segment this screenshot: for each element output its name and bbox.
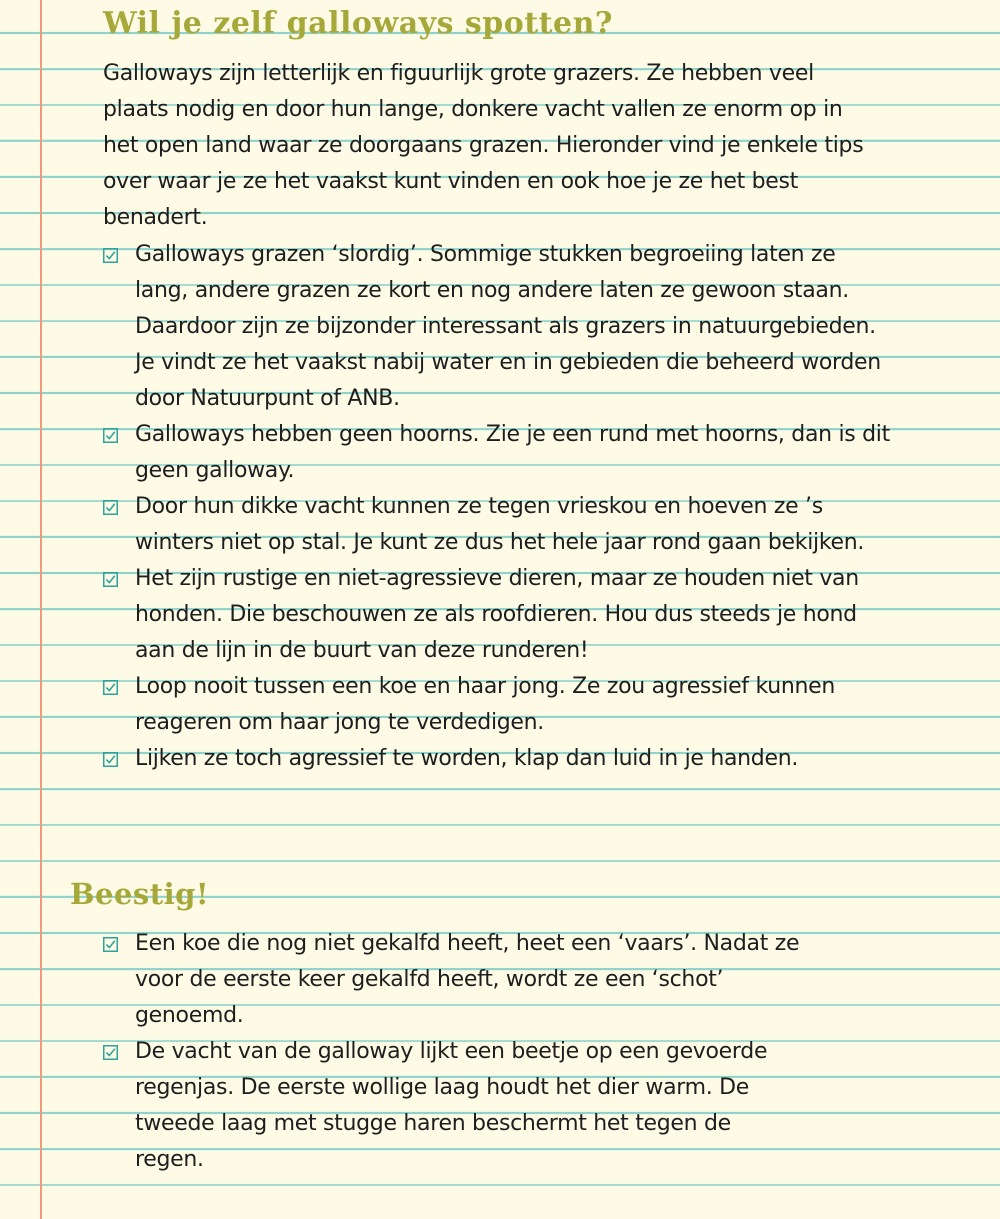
tip-text: De vacht van de galloway lijkt een beetje op een gevoerde regenjas. De eerste wollige laag houdt het dier warm. De tweede laag met stugge haren beschermt het tegen de regen. bbox=[135, 1039, 768, 1172]
intro-paragraph: Galloways zijn letterlijk en figuurlijk grote grazers. Ze hebben veel plaats nodig en door hun lange, donkere vacht vallen ze enorm op in het open land waar ze doorgaans grazen. Hieronder vind je enkele tips over waar je ze het vaakst kunt vinden en ook hoe je ze het best benadert. bbox=[103, 61, 864, 230]
tips-list-beestig bbox=[103, 926, 803, 1178]
tip-text: Door hun dikke vacht kunnen ze tegen vrieskou en hoeven ze ’s winters niet op stal. Je kunt ze dus het hele jaar rond gaan bekijken. bbox=[135, 494, 865, 555]
margin-line bbox=[40, 0, 42, 1219]
checkbox-checked-icon bbox=[103, 937, 118, 952]
list-item bbox=[103, 926, 803, 1034]
list-item bbox=[103, 669, 893, 741]
checkbox-checked-icon bbox=[103, 500, 118, 515]
tip-text: Een koe die nog niet gekalfd heeft, heet een ‘vaars’. Nadat ze voor de eerste keer gekalfd heeft, wordt ze een ‘schot’ genoemd. bbox=[135, 931, 800, 1028]
checkbox-checked-icon bbox=[103, 428, 118, 443]
checkbox-checked-icon bbox=[103, 248, 118, 263]
tips-list-spotten bbox=[103, 237, 893, 777]
tip-text: Galloways grazen ‘slordig’. Sommige stukken begroeiing laten ze lang, andere grazen ze kort en nog andere laten ze gewoon staan. Daardoor zijn ze bijzonder interessant als grazers in natuurgebieden. Je vindt ze het vaakst nabij water en in gebieden die beheerd worden door Natuurpunt of ANB. bbox=[135, 242, 881, 411]
checkbox-checked-icon bbox=[103, 752, 118, 767]
list-item bbox=[103, 1034, 803, 1178]
list-item bbox=[103, 489, 893, 561]
checkbox-checked-icon bbox=[103, 1045, 118, 1060]
tip-text: Het zijn rustige en niet-agressieve dieren, maar ze houden niet van honden. Die beschouwen ze als roofdieren. Hou dus steeds je hond aan de lijn in de buurt van deze runderen! bbox=[135, 566, 859, 663]
tip-text: Loop nooit tussen een koe en haar jong. Ze zou agressief kunnen reageren om haar jong te verdedigen. bbox=[135, 674, 836, 735]
list-item bbox=[103, 237, 893, 417]
checkbox-checked-icon bbox=[103, 680, 118, 695]
checkbox-checked-icon bbox=[103, 572, 118, 587]
tip-text: Lijken ze toch agressief te worden, klap dan luid in je handen. bbox=[135, 746, 799, 771]
section-title-spotten: Wil je zelf galloways spotten? bbox=[103, 6, 613, 41]
list-item bbox=[103, 417, 893, 489]
section-title-beestig: Beestig! bbox=[70, 877, 210, 911]
list-item bbox=[103, 561, 893, 669]
tip-text: Galloways hebben geen hoorns. Zie je een rund met hoorns, dan is dit geen galloway. bbox=[135, 422, 890, 483]
list-item bbox=[103, 741, 893, 777]
